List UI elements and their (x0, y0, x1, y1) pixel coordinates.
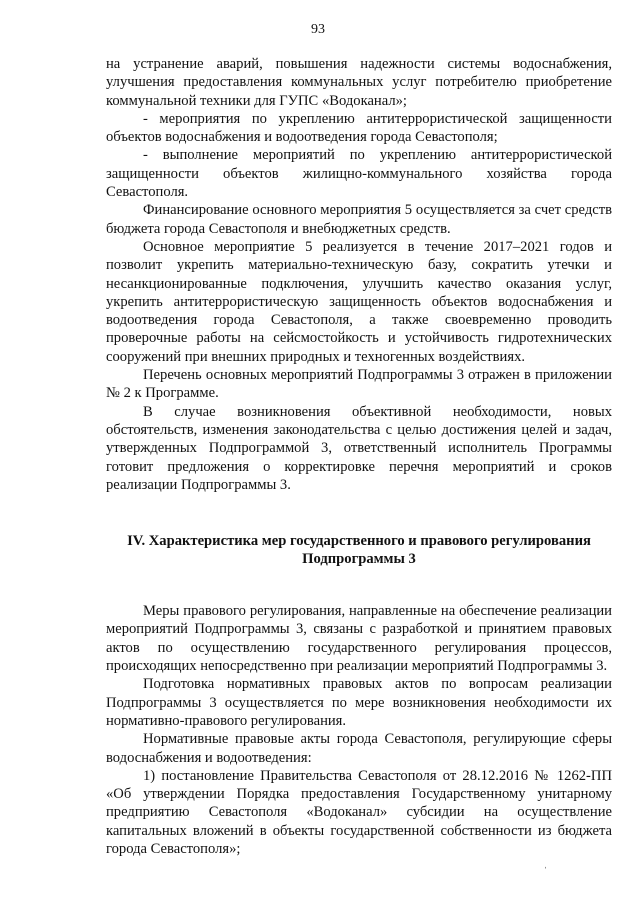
paragraph: Подготовка нормативных правовых актов по вопросам реализации Подпрограммы 3 осуществляется по мере возникновения необходимости их нормативно-правового регулирования. (106, 676, 612, 729)
paragraph: Основное мероприятие 5 реализуется в течение 2017–2021 годов и позволит укрепить материально-техническую базу, сократить утечки и несанкционированные подключения, улучшить качество оказания услуг, укрепить антитеррористическую защищенность объектов водоснабжения и водоотведения города Севастополя, а также своевременно проводить проверочные работы на сейсмостойкость и устойчивость гидротехнических сооружений при внешних природных и техногенных воздействиях. (106, 238, 612, 365)
paragraphs-after-heading (106, 602, 612, 858)
paragraph: на устранение аварий, повышения надежности системы водоснабжения, улучшения предоставления коммунальных услуг потребителю приобретение коммунальной техники для ГУПС «Водоканал»; (106, 56, 612, 109)
section-heading (106, 532, 612, 568)
paragraph: В случае возникновения объективной необходимости, новых обстоятельств, изменения законодательства с целью достижения целей и задач, утвержденных Подпрограммой 3, ответственный исполнитель Программы готовит предложения о корректировке перечня мероприятий и сроков реализации Подпрограммы 3. (106, 403, 612, 493)
paragraph: 1) постановление Правительства Севастополя от 28.12.2016 № 1262-ПП «Об утверждении Порядка предоставления Государственному унитарному предприятию Севастополя «Водоканал» субсидии на осуществление капитальных вложений в объекты государственной собственности из бюджета города Севастополя»; (106, 767, 612, 857)
paragraph: - выполнение мероприятий по укреплению антитеррористической защищенности объектов жилищно-коммунального хозяйства города Севастополя. (106, 147, 612, 201)
paragraph: Финансирование основного мероприятия 5 осуществляется за счет средств бюджета города Севастополя и внебюджетных средств. (106, 202, 612, 237)
paragraph: Нормативные правовые акты города Севастополя, регулирующие сферы водоснабжения и водоотведения: (106, 731, 612, 766)
corner-mark: ˌ (544, 858, 548, 869)
section-heading-line: Подпрограммы 3 (302, 551, 416, 568)
paragraph: Перечень основных мероприятий Подпрограммы 3 отражен в приложении № 2 к Программе. (106, 367, 612, 402)
page-number: 93 (311, 22, 325, 37)
section-heading-line: IV. Характеристика мер государственного и правового регулирования (127, 533, 591, 550)
document-body (106, 55, 612, 858)
paragraph: - мероприятия по укреплению антитеррористической защищенности объектов водоснабжения и водоотведения города Севастополя; (106, 110, 612, 146)
paragraphs-before-heading (106, 55, 612, 494)
paragraph: Меры правового регулирования, направленные на обеспечение реализации мероприятий Подпрограммы 3, связаны с разработкой и принятием правовых актов по осуществлению государственного регулирования процессов, происходящих непосредственно при реализации мероприятий Подпрограммы 3. (106, 603, 612, 675)
